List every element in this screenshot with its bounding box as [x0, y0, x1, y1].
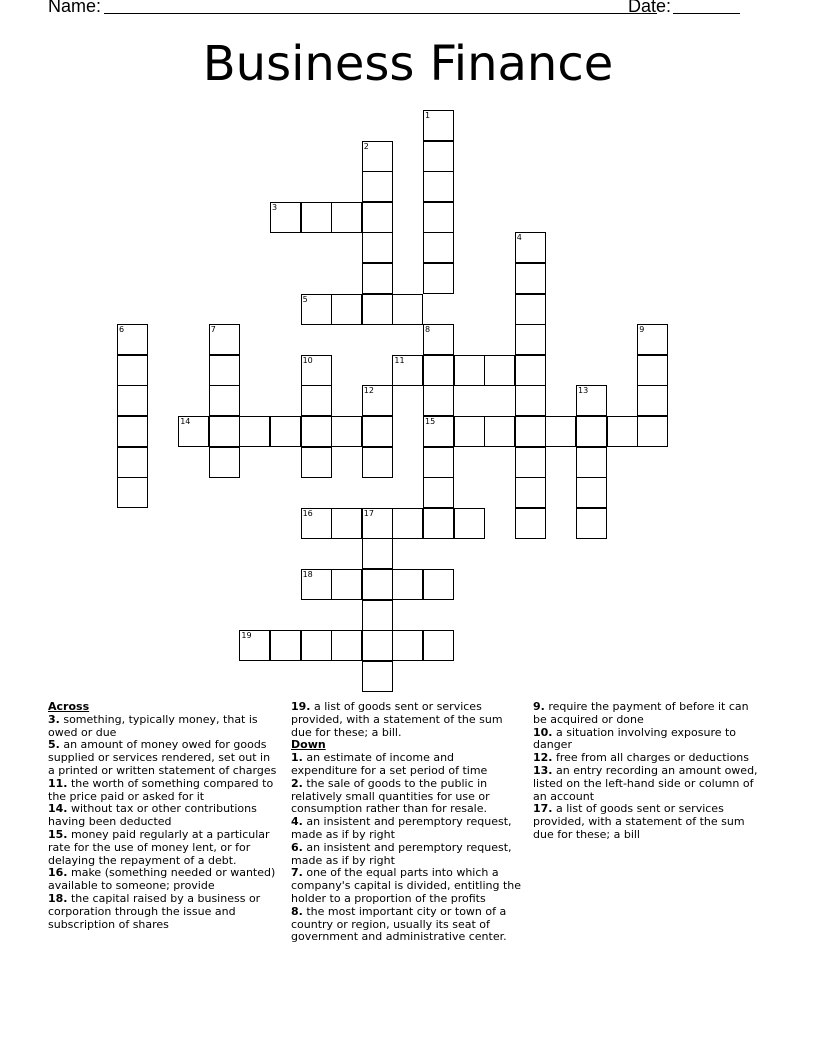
- clue-item-text: without tax or other contributions having been deducted: [48, 802, 257, 829]
- grid-cell[interactable]: [423, 630, 454, 661]
- clue-item: [48, 867, 280, 893]
- grid-cell[interactable]: [637, 355, 668, 386]
- grid-cell[interactable]: [301, 355, 332, 386]
- clue-number: 16: [302, 508, 313, 518]
- clue-item-number: 19.: [291, 700, 311, 713]
- grid-cell[interactable]: [576, 416, 607, 447]
- grid-cell[interactable]: [423, 171, 454, 202]
- clue-item: [291, 906, 523, 944]
- grid-cell[interactable]: [423, 447, 454, 478]
- grid-cell[interactable]: [576, 508, 607, 539]
- grid-cell[interactable]: [423, 141, 454, 172]
- grid-cell[interactable]: [301, 416, 332, 447]
- grid-cell[interactable]: [362, 202, 393, 233]
- grid-cell[interactable]: [423, 508, 454, 539]
- clue-item-number: 16.: [48, 866, 68, 880]
- grid-cell[interactable]: [301, 569, 332, 600]
- grid-cell[interactable]: [392, 294, 423, 325]
- grid-cell[interactable]: [178, 416, 209, 447]
- grid-cell[interactable]: [515, 263, 546, 294]
- clue-item: [533, 727, 765, 753]
- clue-item-number: 10.: [533, 725, 553, 739]
- grid-cell[interactable]: [637, 324, 668, 355]
- grid-cell[interactable]: [117, 416, 148, 447]
- clue-item-text: free from all charges or deductions: [552, 751, 749, 765]
- grid-cell[interactable]: [270, 630, 301, 661]
- grid-cell[interactable]: [515, 355, 546, 386]
- clue-item-text: something, typically money, that is owed or due: [48, 712, 258, 739]
- grid-cell[interactable]: [301, 508, 332, 539]
- clue-item-number: 14.: [48, 802, 68, 816]
- clue-item-text: a situation involving exposure to danger: [533, 725, 737, 752]
- clues-column-1: [48, 701, 280, 931]
- grid-cell[interactable]: [331, 202, 362, 233]
- clue-item: [291, 701, 523, 739]
- grid-cell[interactable]: [331, 630, 362, 661]
- clue-item-text: an insistent and peremptory request, made as if by right: [291, 815, 512, 841]
- grid-cell[interactable]: [362, 416, 393, 447]
- clue-number: 3: [272, 202, 278, 212]
- clue-item-number: 17.: [533, 802, 553, 816]
- clue-item: [48, 778, 280, 804]
- grid-cell[interactable]: [637, 416, 668, 447]
- clue-item-text: an insistent and peremptory request, made as if by right: [291, 840, 512, 867]
- grid-cell[interactable]: [117, 447, 148, 478]
- grid-cell[interactable]: [331, 294, 362, 325]
- grid-cell[interactable]: [362, 538, 393, 569]
- clue-item-number: 12.: [533, 751, 553, 765]
- grid-cell[interactable]: [362, 263, 393, 294]
- grid-cell[interactable]: [515, 385, 546, 416]
- clue-item: [533, 701, 765, 727]
- clue-item: [291, 778, 523, 816]
- clue-item-number: 15.: [48, 827, 68, 841]
- grid-cell[interactable]: [515, 477, 546, 508]
- grid-cell[interactable]: [392, 630, 423, 661]
- grid-cell[interactable]: [607, 416, 638, 447]
- clue-item-text: one of the equal parts into which a company's capital is divided, entitling the holder to a proportion of the profits: [291, 866, 522, 905]
- grid-cell[interactable]: [331, 416, 362, 447]
- clue-item: [48, 714, 280, 740]
- grid-cell[interactable]: [331, 508, 362, 539]
- clue-number: 13: [578, 386, 589, 396]
- clue-item: [291, 842, 523, 868]
- grid-cell[interactable]: [362, 232, 393, 263]
- grid-cell[interactable]: [454, 508, 485, 539]
- clue-number: 2: [363, 141, 369, 151]
- clue-item-number: 4.: [291, 815, 303, 829]
- clue-item-text: the most important city or town of a country or region, usually its seat of government and administrative center.: [291, 904, 507, 944]
- clue-item-number: 8.: [291, 904, 303, 918]
- clue-number: 19: [241, 631, 252, 641]
- grid-cell[interactable]: [301, 385, 332, 416]
- grid-cell[interactable]: [423, 263, 454, 294]
- clue-number: 9: [639, 325, 645, 335]
- grid-cell[interactable]: [515, 447, 546, 478]
- grid-cell[interactable]: [209, 416, 240, 447]
- clue-item-text: money paid regularly at a particular rate for the use of money lent, or for delaying the repayment of a debt.: [48, 827, 270, 867]
- grid-cell[interactable]: [209, 385, 240, 416]
- clue-item-text: the sale of goods to the public in relatively small quantities for use or consumption rather than for resale.: [291, 776, 490, 816]
- grid-cell[interactable]: [362, 141, 393, 172]
- grid-cell[interactable]: [515, 416, 546, 447]
- clue-item: [48, 803, 280, 829]
- clue-item: [291, 752, 523, 778]
- grid-cell[interactable]: [392, 569, 423, 600]
- grid-cell[interactable]: [515, 508, 546, 539]
- grid-cell[interactable]: [484, 416, 515, 447]
- clue-number: 11: [394, 355, 405, 365]
- grid-cell[interactable]: [423, 416, 454, 447]
- grid-cell[interactable]: [362, 600, 393, 631]
- grid-cell[interactable]: [362, 294, 393, 325]
- clues-column-2: [291, 701, 523, 944]
- clue-number: 10: [302, 355, 313, 365]
- grid-cell[interactable]: [423, 569, 454, 600]
- clue-item-number: 6.: [291, 840, 303, 854]
- clue-item-number: 9.: [533, 700, 545, 713]
- clue-item: [533, 803, 765, 841]
- grid-cell[interactable]: [454, 416, 485, 447]
- grid-cell[interactable]: [362, 171, 393, 202]
- grid-cell[interactable]: [362, 447, 393, 478]
- clue-item: [291, 816, 523, 842]
- grid-cell[interactable]: [270, 202, 301, 233]
- clue-number: 17: [363, 508, 374, 518]
- clue-item: [291, 867, 523, 905]
- grid-cell[interactable]: [362, 630, 393, 661]
- grid-cell[interactable]: [392, 355, 423, 386]
- clue-item-number: 3.: [48, 712, 60, 726]
- grid-cell[interactable]: [117, 385, 148, 416]
- clue-item-number: 11.: [48, 776, 68, 790]
- clue-item-text: a list of goods sent or services provided, with a statement of the sum due for these; a bill.: [291, 700, 503, 739]
- grid-cell[interactable]: [515, 324, 546, 355]
- grid-cell[interactable]: [454, 355, 485, 386]
- grid-cell[interactable]: [545, 416, 576, 447]
- clue-number: 12: [363, 386, 374, 396]
- date-label: Date:: [628, 0, 672, 16]
- page-title: Business Finance: [202, 36, 614, 92]
- grid-cell[interactable]: [515, 232, 546, 263]
- clues-column-3: [533, 701, 765, 842]
- name-label: Name:: [48, 0, 102, 16]
- grid-cell[interactable]: [270, 416, 301, 447]
- grid-cell[interactable]: [576, 447, 607, 478]
- clue-number: 14: [180, 417, 191, 426]
- grid-cell[interactable]: [423, 385, 454, 416]
- clue-item-text: a list of goods sent or services provided, with a statement of the sum due for these; a bill: [533, 802, 745, 841]
- grid-cell[interactable]: [209, 324, 240, 355]
- clue-number: 5: [302, 294, 308, 304]
- grid-cell[interactable]: [301, 447, 332, 478]
- grid-cell[interactable]: [637, 385, 668, 416]
- clue-heading: Down: [291, 738, 326, 752]
- grid-cell[interactable]: [362, 569, 393, 600]
- clue-item: [533, 765, 765, 803]
- clue-number: 1: [425, 111, 431, 120]
- grid-cell[interactable]: [301, 294, 332, 325]
- grid-cell[interactable]: [301, 630, 332, 661]
- clue-item-text: make (something needed or wanted) available to someone; provide: [48, 866, 276, 893]
- clue-item: [48, 893, 280, 931]
- grid-cell[interactable]: [576, 477, 607, 508]
- clue-item-number: 7.: [291, 866, 303, 880]
- clue-number: 7: [210, 325, 216, 335]
- grid-cell[interactable]: [209, 355, 240, 386]
- grid-cell[interactable]: [515, 294, 546, 325]
- grid-cell[interactable]: [484, 355, 515, 386]
- grid-cell[interactable]: [423, 477, 454, 508]
- grid-cell[interactable]: [362, 508, 393, 539]
- grid-cell[interactable]: [362, 661, 393, 692]
- clue-item-number: 18.: [48, 891, 68, 905]
- grid-cell[interactable]: [423, 110, 454, 141]
- grid-cell[interactable]: [209, 447, 240, 478]
- clue-number: 6: [119, 325, 125, 335]
- grid-cell[interactable]: [423, 202, 454, 233]
- grid-cell[interactable]: [331, 569, 362, 600]
- grid-cell[interactable]: [301, 202, 332, 233]
- clue-number: 15: [425, 417, 436, 426]
- grid-cell[interactable]: [423, 232, 454, 263]
- clue-item: [48, 829, 280, 867]
- clue-item-number: 2.: [291, 776, 303, 790]
- clue-item-number: 1.: [291, 751, 303, 765]
- clue-item-text: an entry recording an amount owed, listed on the left-hand side or column of an account: [533, 763, 758, 803]
- grid-cell[interactable]: [392, 508, 423, 539]
- clue-item: [48, 739, 280, 777]
- clue-item-text: an estimate of income and expenditure for a set period of time: [291, 751, 488, 777]
- grid-cell[interactable]: [117, 477, 148, 508]
- clue-item-text: the worth of something compared to the price paid or asked for it: [48, 776, 274, 803]
- clue-item-text: require the payment of before it can be acquired or done: [533, 700, 749, 726]
- grid-cell[interactable]: [117, 324, 148, 355]
- clue-item-text: the capital raised by a business or corporation through the issue and subscription of shares: [48, 891, 261, 931]
- grid-cell[interactable]: [239, 630, 270, 661]
- clue-number: 18: [302, 570, 313, 579]
- grid-cell[interactable]: [117, 355, 148, 386]
- clue-number: 4: [516, 233, 522, 243]
- clue-item-number: 13.: [533, 763, 553, 777]
- grid-cell[interactable]: [362, 385, 393, 416]
- clue-number: 8: [425, 325, 431, 335]
- clue-heading: Across: [48, 700, 90, 713]
- clue-item-number: 5.: [48, 738, 60, 752]
- grid-cell[interactable]: [423, 324, 454, 355]
- grid-cell[interactable]: [239, 416, 270, 447]
- clue-item-text: an amount of money owed for goods supplied or services rendered, set out in a printed or written statement of charges: [48, 738, 277, 777]
- grid-cell[interactable]: [423, 355, 454, 386]
- grid-cell[interactable]: [576, 385, 607, 416]
